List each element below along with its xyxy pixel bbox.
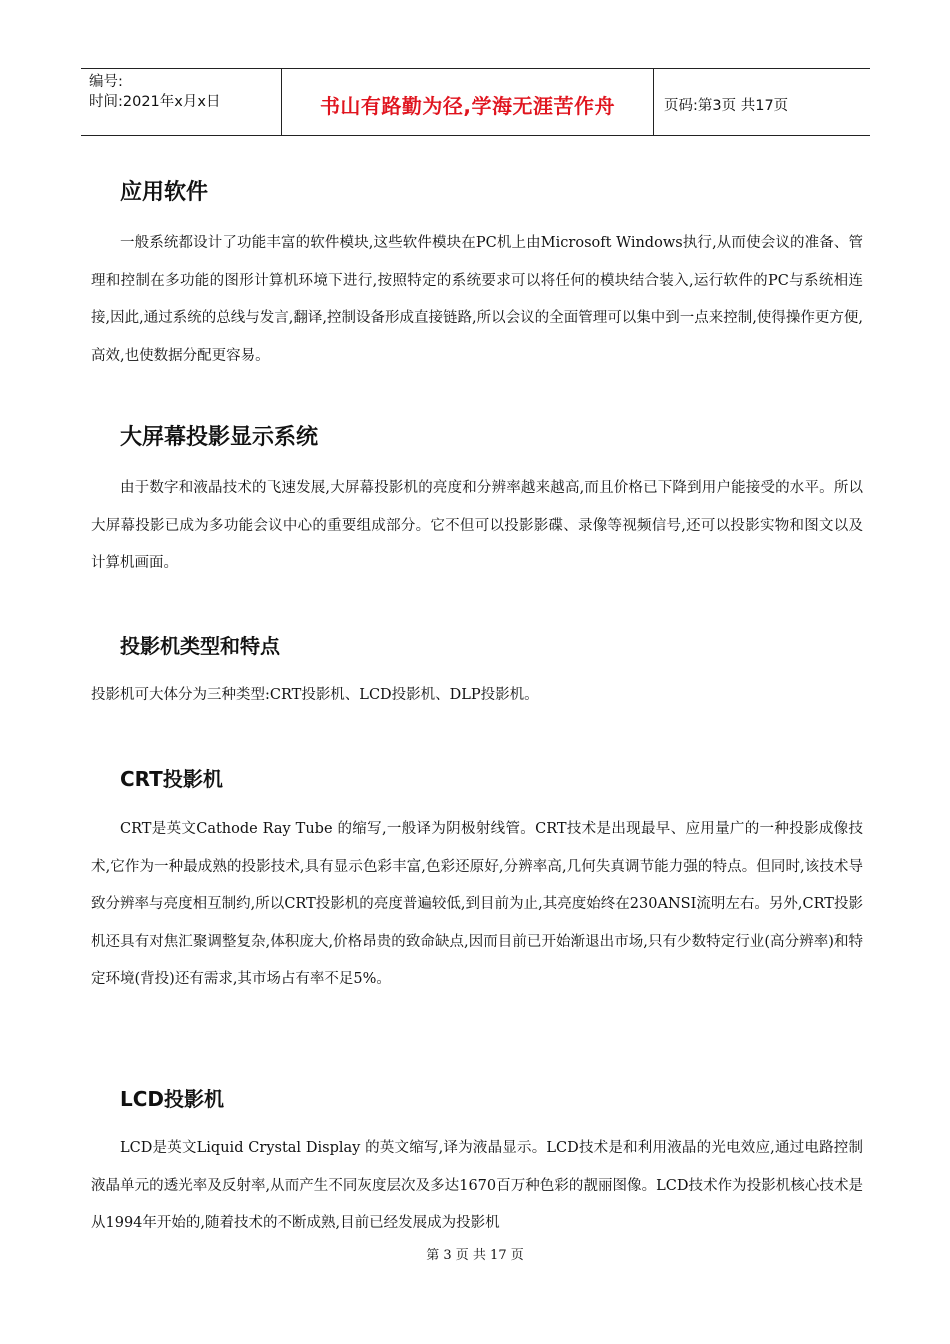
section-paragraph-application-software: 一般系统都设计了功能丰富的软件模块,这些软件模块在PC机上由Microsoft Windows执行,从而使会议的准备、管理和控制在多功能的图形计算机环境下进行,按照特定的系统要求可以将任何的模块结合装入,运行软件的PC与系统相连接,因此,通过系统的总线与发言,翻译,控制设备形成直接链路,所以会议的全面管理可以集中到一点来控制,使得操作更方便,高效,也使数据分配更容易。 [91,235,863,364]
header-number-label: 编号: [89,74,123,90]
page-footer: 第 3 页 共 17 页 [426,1248,524,1263]
section-paragraph-large-screen-projection: 由于数字和液晶技术的飞速发展,大屏幕投影机的亮度和分辨率越来越高,而且价格已下降到用户能接受的水平。所以大屏幕投影已成为多功能会议中心的重要组成部分。它不但可以投影影碟、录像等视频信号,还可以投影实物和图文以及计算机画面。 [91,480,863,571]
section-title-large-screen-projection: 大屏幕投影显示系统 [120,425,319,450]
header-meta [81,69,282,135]
header-motto: 书山有路勤为径,学海无涯苦作舟 [282,69,654,135]
section-paragraph-projector-types: 投影机可大体分为三种类型:CRT投影机、LCD投影机、DLP投影机。 [91,687,539,703]
section-title-crt-projector: CRT投影机 [120,767,223,791]
page-header [81,68,870,136]
section-title-application-software: 应用软件 [120,180,209,205]
section-paragraph-crt-projector: CRT是英文Cathode Ray Tube 的缩写,一般译为阴极射线管。CRT技术是出现最早、应用量广的一种投影成像技术,它作为一种最成熟的投影技术,具有显示色彩丰富,色彩还原好,分辨率高,几何失真调节能力强的特点。但同时,该技术导致分辨率与亮度相互制约,所以CRT投影机的亮度普遍较低,到目前为止,其亮度始终在230ANSI流明左右。另外,CRT投影机还具有对焦汇聚调整复杂,体积庞大,价格昂贵的致命缺点,因而目前已开始渐退出市场,只有少数特定行业(高分辨率)和特定环境(背投)还有需求,其市场占有率不足5%。 [91,821,863,987]
section-paragraph-lcd-projector: LCD是英文Liquid Crystal Display 的英文缩写,译为液晶显示。LCD技术是和利用液晶的光电效应,通过电路控制液晶单元的透光率及反射率,从而产生不同灰度层次及多达1670百万种色彩的靓丽图像。LCD技术作为投影机核心技术是从1994年开始的,随着技术的不断成熟,目前已经发展成为投影机 [91,1140,863,1231]
section-title-lcd-projector: LCD投影机 [120,1087,225,1111]
header-date-label: 时间:2021年x月x日 [89,94,221,110]
header-page-info: 页码:第3页 共17页 [664,97,789,114]
section-title-projector-types: 投影机类型和特点 [120,634,280,658]
